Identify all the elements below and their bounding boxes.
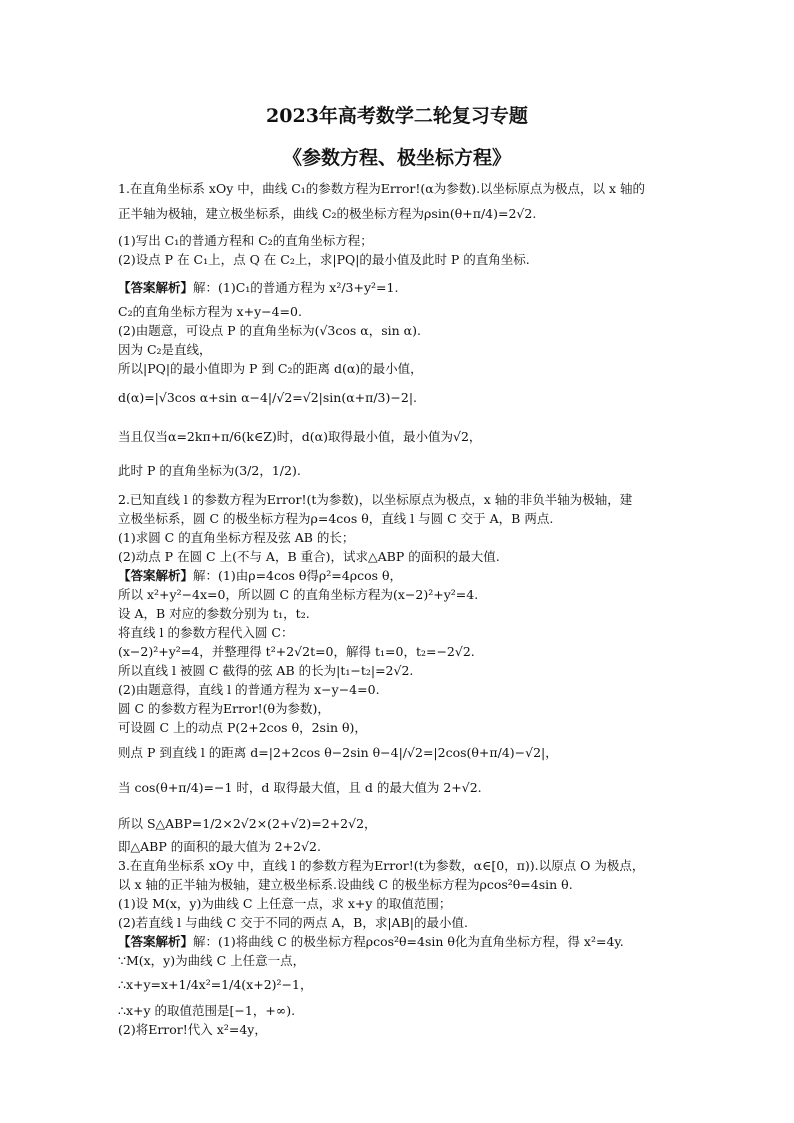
text-line: (2)由题意得，直线 l 的普通方程为 x−y−4=0. <box>118 682 380 697</box>
text-line: (2)动点 P 在圆 C 上(不与 A，B 重合)，试求△ABP 的面积的最大值. <box>118 549 500 564</box>
document-title: 2023年高考数学二轮复习专题 <box>266 105 528 127</box>
text-line: ∴x+y=x+1/4x²=1/4(x+2)²−1， <box>118 977 313 992</box>
text-line: 当且仅当α=2kπ+π/6(k∈Z)时，d(α)取得最小值，最小值为√2， <box>118 429 482 444</box>
text-line: (2)将Error!代入 x²=4y， <box>118 1022 267 1037</box>
text-line: 所以 S△ABP=1/2×2√2×(2+√2)=2+2√2， <box>118 816 377 831</box>
answer-label: 【答案解析】 <box>118 934 194 949</box>
text-line: (1)写出 C₁的普通方程和 C₂的直角坐标方程； <box>118 233 373 248</box>
text-line: 1.在直角坐标系 xOy 中，曲线 C₁的参数方程为Error!(α为参数).以坐标原点为极点，以 x 轴的 <box>118 181 646 196</box>
text-line: (1)求圆 C 的直角坐标方程及弦 AB 的长； <box>118 530 355 545</box>
text-line: 所以 x²+y²−4x=0，所以圆 C 的直角坐标方程为(x−2)²+y²=4. <box>118 587 479 602</box>
answer-heading: 【答案解析】解：(1)由ρ=4cos θ得ρ²=4ρcos θ， <box>118 568 403 583</box>
answer-label: 【答案解析】 <box>118 568 194 583</box>
text-line: 3.在直角坐标系 xOy 中，直线 l 的参数方程为Error!(t为参数，α∈[0，π)).以原点 O 为极点， <box>118 858 645 873</box>
answer-heading: 【答案解析】解：(1)将曲线 C 的极坐标方程ρcos²θ=4sin θ化为直角坐标方程，得 x²=4y. <box>118 934 624 949</box>
text-line: C₂的直角坐标方程为 x+y−4=0. <box>118 304 302 319</box>
text-line: 圆 C 的参数方程为Error!(θ为参数)， <box>118 701 330 716</box>
text-line: 即△ABP 的面积的最大值为 2+2√2. <box>118 839 321 854</box>
answer-label: 【答案解析】 <box>118 280 194 295</box>
answer-heading: 【答案解析】解：(1)C₁的普通方程为 x²/3+y²=1. <box>118 280 399 295</box>
text-line: 以 x 轴的正半轴为极轴，建立极坐标系.设曲线 C 的极坐标方程为ρcos²θ=4sin θ. <box>118 877 573 892</box>
text-line: d(α)=|√3cos α+sin α−4|/√2=√2|sin(α+π/3)−2|. <box>118 390 417 405</box>
text-line: (2)设点 P 在 C₁上，点 Q 在 C₂上，求|PQ|的最小值及此时 P 的直角坐标. <box>118 252 530 267</box>
text-line: 则点 P 到直线 l 的距离 d=|2+2cos θ−2sin θ−4|/√2=|2cos(θ+π/4)−√2|， <box>118 745 558 760</box>
text-line: 可设圆 C 上的动点 P(2+2cos θ，2sin θ)， <box>118 720 367 735</box>
text-line: (1)设 M(x，y)为曲线 C 上任意一点，求 x+y 的取值范围； <box>118 896 452 911</box>
text-line: 将直线 l 的参数方程代入圆 C： <box>118 625 294 640</box>
text-line: 正半轴为极轴，建立极坐标系，曲线 C₂的极坐标方程为ρsin(θ+π/4)=2√2. <box>118 206 537 221</box>
text-line: ∵M(x，y)为曲线 C 上任意一点， <box>118 953 306 968</box>
text-line: 所以直线 l 被圆 C 截得的弦 AB 的长为|t₁−t₂|=2√2. <box>118 663 414 678</box>
text-line: (2)若直线 l 与曲线 C 交于不同的两点 A，B，求|AB|的最小值. <box>118 915 468 930</box>
text-line: 立极坐标系，圆 C 的极坐标方程为ρ=4cos θ，直线 l 与圆 C 交于 A，B 两点. <box>118 511 554 526</box>
text-line: 2.已知直线 l 的参数方程为Error!(t为参数)，以坐标原点为极点，x 轴的非负半轴为极轴，建 <box>118 492 633 507</box>
text-line: 所以|PQ|的最小值即为 P 到 C₂的距离 d(α)的最小值， <box>118 361 423 376</box>
text-line: 设 A，B 对应的参数分别为 t₁，t₂. <box>118 606 310 621</box>
text-line: ∴x+y 的取值范围是[−1，+∞). <box>118 1003 296 1018</box>
text-line: (x−2)²+y²=4，并整理得 t²+2√2t=0，解得 t₁=0，t₂=−2√2. <box>118 644 475 659</box>
text-line: 因为 C₂是直线， <box>118 342 212 357</box>
text-line: 此时 P 的直角坐标为(3/2，1/2). <box>118 463 301 478</box>
text-line: 当 cos(θ+π/4)=−1 时，d 取得最大值，且 d 的最大值为 2+√2. <box>118 780 482 795</box>
text-line: (2)由题意，可设点 P 的直角坐标为(√3cos α，sin α). <box>118 323 421 338</box>
document-subtitle: 《参数方程、极坐标方程》 <box>282 147 511 169</box>
